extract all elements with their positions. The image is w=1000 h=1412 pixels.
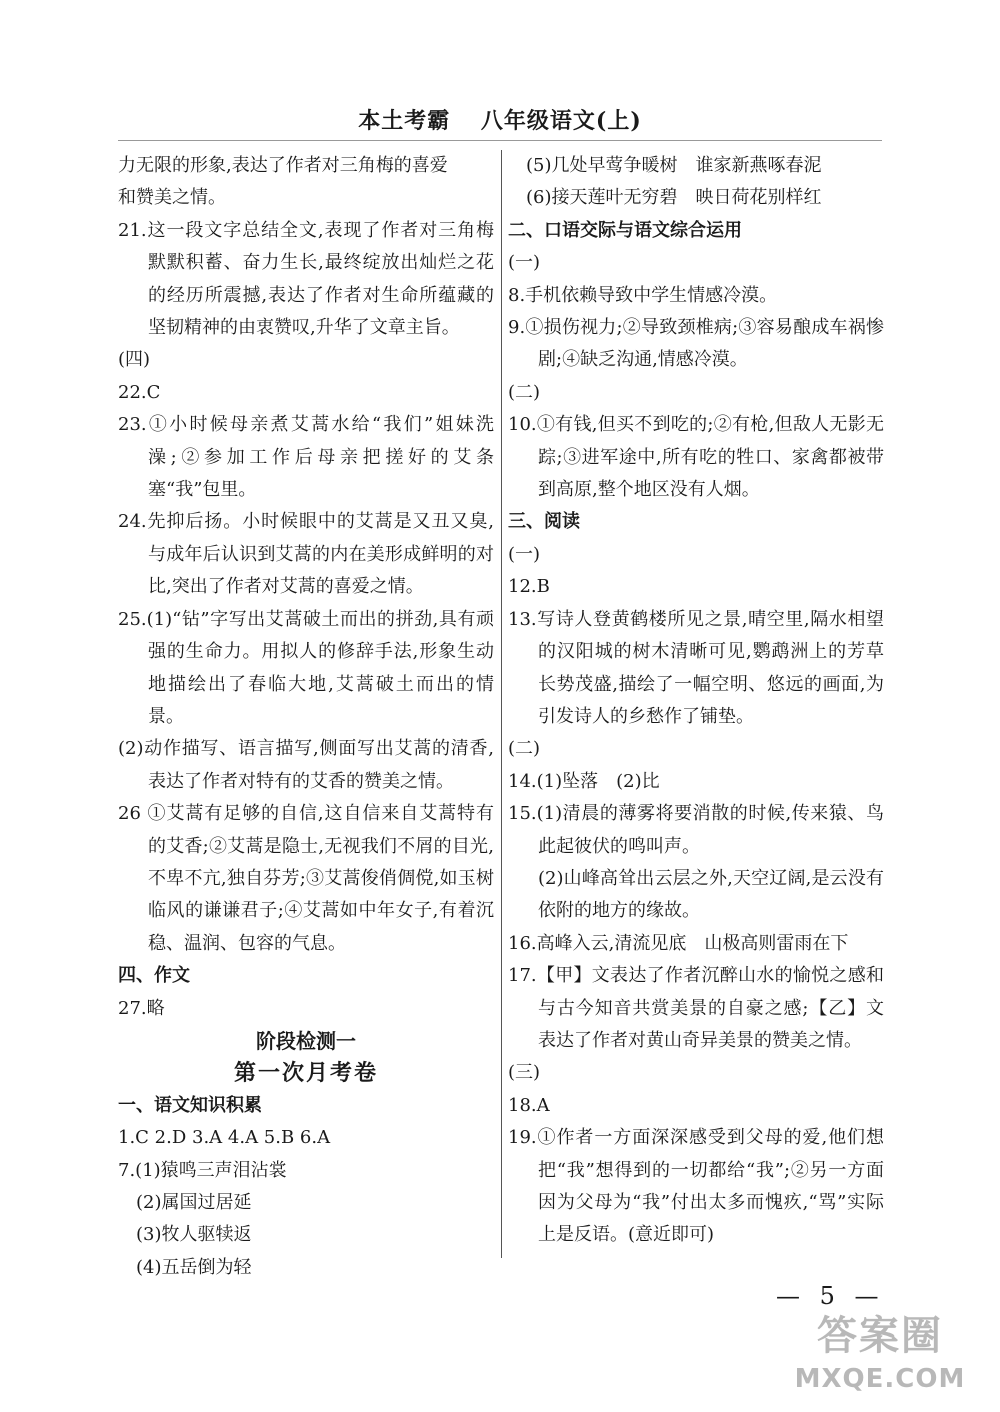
answer-26: 26 ①艾蒿有足够的自信,这自信来自艾蒿特有的艾香;②艾蒿是隐士,无视我们不屑的目光,不卑不亢,独自芬芳;③艾蒿俊俏倜傥,如玉树临风的谦谦君子;④艾蒿如中年女子,有着沉稳、温润、包容的气息。 <box>118 803 494 954</box>
answer-18: 18.A <box>508 1094 550 1116</box>
answer-25-2: (2)动作描写、语言描写,侧面写出艾蒿的清香,表达了作者对特有的艾香的赞美之情。 <box>118 738 494 792</box>
page-header <box>0 104 1000 135</box>
watermark-logo-text: 答案圈 <box>817 1313 943 1359</box>
subject-title: 八年级语文(上) <box>480 108 642 134</box>
answer-27: 27.略 <box>118 997 165 1019</box>
answer-1-6: 1.C 2.D 3.A 4.A 5.B 6.A <box>118 1127 331 1149</box>
section-heading: 三、阅读 <box>508 511 580 533</box>
answer-7-5: (5)几处早莺争暖树 谁家新燕啄春泥 <box>526 155 822 176</box>
answer-14: 14.(1)坠落 (2)比 <box>508 770 660 792</box>
section-heading: 二、口语交际与语文综合运用 <box>508 219 742 241</box>
answer-12: 12.B <box>508 576 550 598</box>
answer-13: 13.写诗人登黄鹤楼所见之景,晴空里,隔水相望的汉阳城的树木清晰可见,鹦鹉洲上的芳草长势茂盛,描绘了一幅空明、悠远的画面,为引发诗人的乡愁作了铺垫。 <box>508 608 884 727</box>
section-label: (一) <box>508 252 541 274</box>
right-column <box>508 150 884 1252</box>
answer-24: 24.先抑后扬。小时候眼中的艾蒿是又丑又臭,与成年后认识到艾蒿的内在美形成鲜明的对比,突出了作者对艾蒿的喜爱之情。 <box>118 511 494 598</box>
answer-15-2: (2)山峰高耸出云层之外,天空辽阔,是云没有依附的地方的缘故。 <box>538 867 884 922</box>
watermark-url: MXQE.COM <box>794 1364 966 1394</box>
answer-22: 22.C <box>118 381 161 403</box>
answer-7-3: (3)牧人驱犊返 <box>136 1224 252 1246</box>
answer-line: 和赞美之情。 <box>118 187 226 209</box>
section-heading: 一、语文知识积累 <box>118 1094 262 1116</box>
answer-7-6: (6)接天莲叶无穷碧 映日荷花别样红 <box>526 187 822 209</box>
section-label: (一) <box>508 543 541 565</box>
answer-7-2: (2)属国过居延 <box>136 1192 252 1213</box>
left-column <box>118 150 494 1284</box>
answer-7-1: 7.(1)猿鸣三声泪沾裳 <box>118 1159 287 1181</box>
page-number: — 5 — <box>776 1282 885 1310</box>
exam-title: 第一次月考卷 <box>233 1060 378 1087</box>
answer-19: 19.①作者一方面深深感受到父母的爱,他们想把“我”想得到的一切都给“我”;②另一方面因为父母为“我”付出太多而愧疚,“骂”实际上是反语。(意近即可) <box>508 1127 884 1246</box>
section-label: (二) <box>508 738 541 760</box>
section-label: (二) <box>508 381 541 403</box>
section-heading: 四、作文 <box>118 965 190 987</box>
answer-21: 21.这一段文字总结全文,表现了作者对三角梅默默积蓄、奋力生长,最终绽放出灿烂之花的经历所震撼,表达了作者对生命所蕴藏的坚韧精神的由衷赞叹,升华了文章主旨。 <box>118 219 494 339</box>
answer-10: 10.①有钱,但买不到吃的;②有枪,但敌人无影无踪;③进军途中,所有吃的牲口、家禽都被带到高原,整个地区没有人烟。 <box>508 414 884 501</box>
answer-9: 9.①损伤视力;②导致颈椎病;③容易酿成车祸惨剧;④缺乏沟通,情感冷漠。 <box>508 317 884 371</box>
column-divider <box>501 150 502 1258</box>
answer-line: 力无限的形象,表达了作者对三角梅的喜爱 <box>118 155 448 176</box>
section-label: (四) <box>118 349 151 371</box>
answer-15-1: 15.(1)清晨的薄雾将要消散的时候,传来猿、鸟此起彼伏的鸣叫声。 <box>508 803 884 857</box>
answer-23: 23.①小时候母亲煮艾蒿水给“我们”姐妹洗澡;②参加工作后母亲把搓好的艾条塞“我”包里。 <box>118 414 494 501</box>
answer-25-1: 25.(1)“钻”字写出艾蒿破土而出的拼劲,具有顽强的生命力。用拟人的修辞手法,形象生动地描绘出了春临大地,艾蒿破土而出的情景。 <box>118 608 494 727</box>
answer-7-4: (4)五岳倒为轻 <box>136 1256 252 1278</box>
answer-8: 8.手机依赖导致中学生情感冷漠。 <box>508 284 778 306</box>
header-rule <box>118 140 882 141</box>
book-title: 本土考霸 <box>358 108 451 134</box>
answer-17: 17.【甲】文表达了作者沉醉山水的愉悦之感和与古今知音共赏美景的自豪之感;【乙】文表达了作者对黄山奇异美景的赞美之情。 <box>508 965 884 1051</box>
section-label: (三) <box>508 1062 541 1084</box>
stage-title: 阶段检测一 <box>256 1028 356 1053</box>
answer-16: 16.高峰入云,清流见底 山极高则雷雨在下 <box>508 932 849 954</box>
watermark <box>780 1310 980 1406</box>
